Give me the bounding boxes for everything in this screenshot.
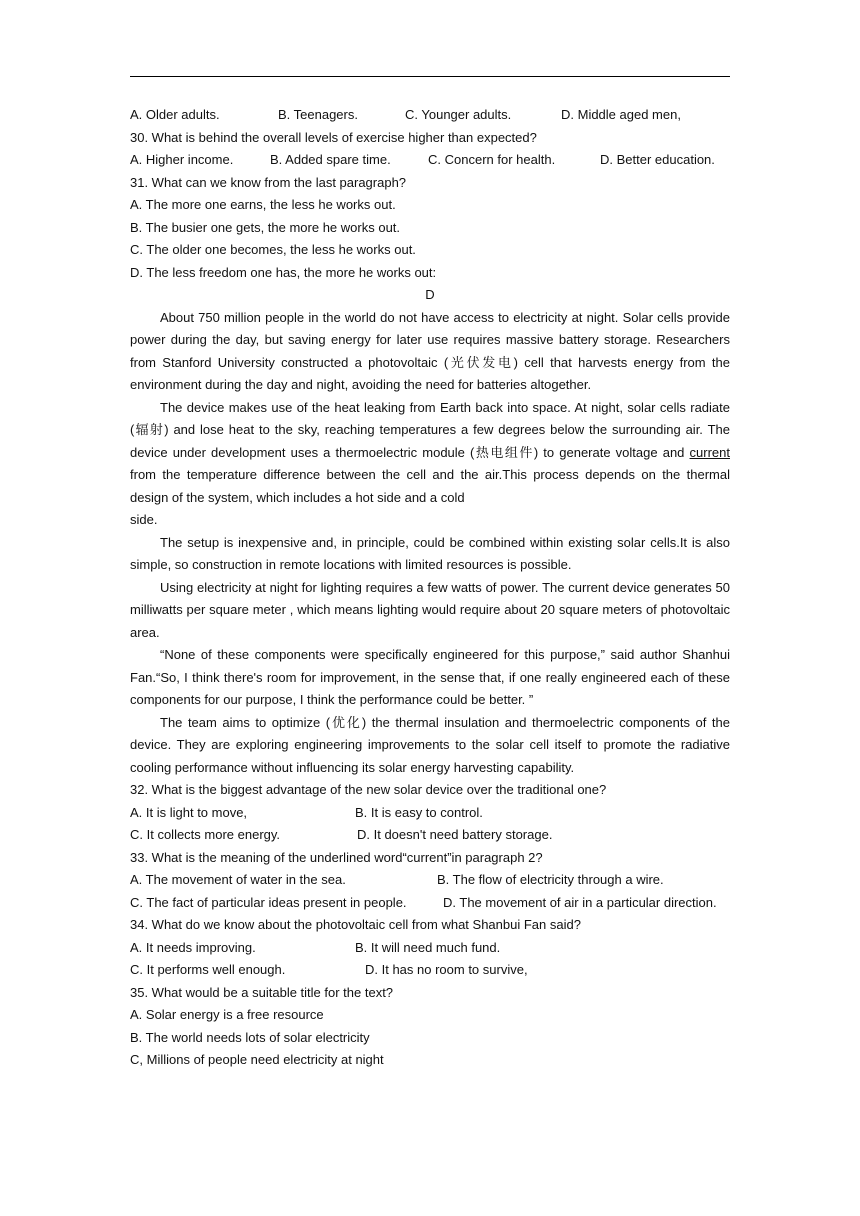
q30-question: 30. What is behind the overall levels of exercise higher than expected? bbox=[130, 129, 537, 145]
q33-option-c[interactable]: C. The fact of particular ideas present in people. bbox=[130, 894, 407, 910]
q32-option-c[interactable]: C. It collects more energy. bbox=[130, 827, 281, 842]
underlined-word-current: current bbox=[689, 444, 730, 460]
q29-option-b[interactable]: B. Teenagers. bbox=[278, 107, 358, 122]
passage-paragraph-6: The team aims to optimize (优化) the thermal insulation and thermoelectric components of the device. They are exploring engineering improvements to the solar cell itself to promote the radiative cooling performance without influencing its solar energy harvesting capability. bbox=[130, 714, 730, 775]
q33-option-b[interactable]: B. The flow of electricity through a wire. bbox=[437, 872, 664, 887]
q30-option-c[interactable]: C. Concern for health. bbox=[428, 152, 556, 167]
q31-option-c[interactable]: C. The older one becomes, the less he works out. bbox=[130, 242, 416, 257]
q31-option-d[interactable]: D. The less freedom one has, the more he works out: bbox=[130, 264, 437, 280]
q32-options-row2 bbox=[130, 824, 730, 847]
q31-option-b[interactable]: B. The busier one gets, the more he works out. bbox=[130, 219, 401, 235]
q34-options-row1 bbox=[130, 937, 730, 960]
q33-options-row2 bbox=[130, 892, 730, 915]
header-rule bbox=[130, 76, 730, 77]
q30-option-d[interactable]: D. Better education. bbox=[600, 152, 715, 167]
q32-option-b[interactable]: B. It is easy to control. bbox=[355, 804, 483, 820]
passage-paragraph-2 bbox=[130, 397, 730, 510]
q34-option-d[interactable]: D. It has no room to survive, bbox=[365, 962, 528, 977]
exam-page bbox=[130, 104, 730, 1072]
q33-question: 33. What is the meaning of the underlined word“current”in paragraph 2? bbox=[130, 849, 543, 865]
q35-option-c[interactable]: C, Millions of people need electricity at night bbox=[130, 1052, 384, 1067]
p2-tail: side. bbox=[130, 512, 158, 527]
q32-option-a[interactable]: A. It is light to move, bbox=[130, 804, 248, 820]
passage-paragraph-5: “None of these components were specifically engineered for this purpose,” said author Shanhui Fan.“So, I think there's room for improvement, in the sense that, if one really engineered each of these components for our purpose, I think the performance could be better. ” bbox=[130, 647, 730, 707]
q35-question: 35. What would be a suitable title for the text? bbox=[130, 984, 394, 1000]
q34-options-row2 bbox=[130, 959, 730, 982]
q34-question: 34. What do we know about the photovoltaic cell from what Shanbui Fan said? bbox=[130, 917, 581, 932]
q35-option-b[interactable]: B. The world needs lots of solar electricity bbox=[130, 1029, 370, 1045]
q29-option-c[interactable]: C. Younger adults. bbox=[405, 107, 512, 122]
q33-options-row1 bbox=[130, 869, 730, 892]
q29-option-a[interactable]: A. Older adults. bbox=[130, 107, 220, 122]
q29-option-d[interactable]: D. Middle aged men, bbox=[561, 107, 681, 122]
p2-text-after: from the temperature difference between the cell and the air.This process depends on the thermal design of the system, which includes a hot side and a cold bbox=[130, 467, 730, 505]
passage-paragraph-3: The setup is inexpensive and, in principle, could be combined within existing solar cells.It is also simple, so construction in remote locations with limited resources is possible. bbox=[130, 534, 730, 572]
q33-option-a[interactable]: A. The movement of water in the sea. bbox=[130, 872, 346, 887]
q34-option-b[interactable]: B. It will need much fund. bbox=[355, 939, 501, 955]
q30-option-a[interactable]: A. Higher income. bbox=[130, 152, 234, 167]
q31-question: 31. What can we know from the last paragraph? bbox=[130, 174, 407, 190]
passage bbox=[130, 307, 730, 780]
q35-option-a[interactable]: A. Solar energy is a free resource bbox=[130, 1007, 324, 1022]
passage-paragraph-4: Using electricity at night for lighting requires a few watts of power. The current device generates 50 milliwatts per square meter , which means lighting would require about 20 square meters of photovoltaic area. bbox=[130, 579, 730, 640]
passage-paragraph-1: About 750 million people in the world do not have access to electricity at night. Solar cells provide power during the day, but saving energy for later use requires massive battery storage. Researchers from Stanford University constructed a photovoltaic (光伏发电) cell that harvests energy from the environment during the day and night, avoiding the need for batteries altogether. bbox=[130, 309, 730, 392]
q29-options bbox=[130, 104, 730, 127]
q31-option-a[interactable]: A. The more one earns, the less he works out. bbox=[130, 197, 396, 212]
q30-options bbox=[130, 149, 730, 172]
q32-options-row1 bbox=[130, 802, 730, 825]
q32-option-d[interactable]: D. It doesn't need battery storage. bbox=[357, 827, 553, 842]
q32-question: 32. What is the biggest advantage of the new solar device over the traditional one? bbox=[130, 782, 607, 797]
q34-option-a[interactable]: A. It needs improving. bbox=[130, 939, 256, 955]
q30-option-b[interactable]: B. Added spare time. bbox=[270, 152, 391, 167]
p2-text-before: The device makes use of the heat leaking from Earth back into space. At night, solar cells radiate (辐射) and lose heat to the sky, reaching temperatures a few degrees below the surrounding air. The device under development uses a thermoelectric module (热电组件) to generate voltage and bbox=[130, 399, 730, 460]
q33-option-d[interactable]: D. The movement of air in a particular direction. bbox=[443, 894, 717, 910]
q34-option-c[interactable]: C. It performs well enough. bbox=[130, 962, 286, 977]
section-letter: D bbox=[425, 287, 435, 302]
